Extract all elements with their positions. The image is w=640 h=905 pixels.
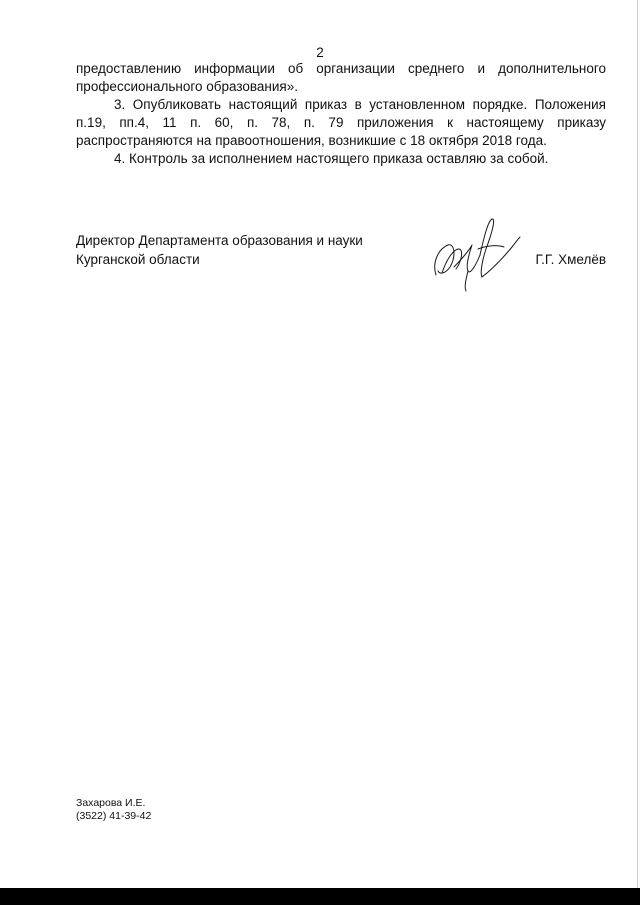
signatory-title	[76, 231, 363, 269]
paragraph-continuation: предоставлению информации об организации среднего и дополнительного профессионального образования».	[76, 61, 606, 94]
handwritten-signature	[428, 215, 528, 295]
paragraph-3-publish: 3. Опубликовать настоящий приказ в установленном порядке. Положения п.19, пп.4, 11 п. 60, п. 78, п. 79 приложения к настоящему приказу распространяются на правоотношения, возникшие с 18 октября 2018 года.	[76, 97, 606, 148]
executor-phone: (3522) 41-39-42	[76, 810, 152, 822]
executor-info	[76, 797, 151, 823]
scan-edge-line	[637, 0, 638, 888]
signatory-title-line-1: Директор Департамента образования и науки	[76, 233, 363, 248]
executor-name: Захарова И.Е.	[76, 797, 146, 809]
scan-border-bar	[0, 888, 640, 905]
order-body	[76, 60, 606, 168]
page-number: 2	[316, 45, 324, 60]
signature-block	[76, 231, 606, 291]
signatory-name: Г.Г. Хмелёв	[535, 252, 606, 267]
paragraph-4-control: 4. Контроль за исполнением настоящего приказа оставляю за собой.	[114, 151, 549, 166]
signatory-title-line-2: Курганской области	[76, 252, 200, 267]
